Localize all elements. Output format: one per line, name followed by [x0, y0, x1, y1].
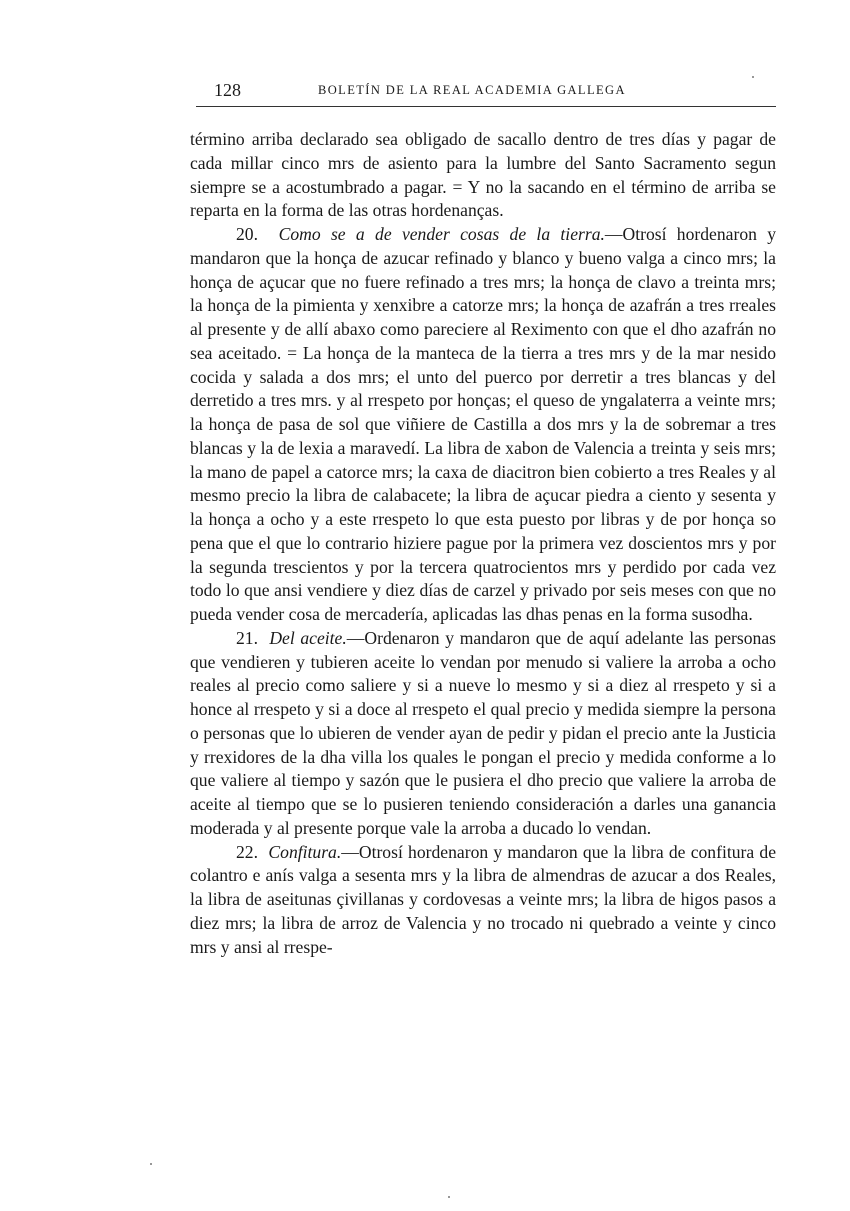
paragraph-title: Del aceite. [269, 627, 347, 648]
paragraph-text: —Otrosí hordenaron y mandaron que la honça de azucar refinado y blanco y bueno valga a cinco mrs; la honça de açucar que no fuere refinado a tres mrs; la honça de clavo a treinta mrs; la honça de la pimienta y xenxibre a catorze mrs; la honça de azafrán a tres rreales al presente y de allí abaxo como pareciere al Reximento con que el dho azafrán no sea aceitado. = La honça de la manteca de la tierra a tres mrs y de la mar nesido cocida y salada a dos mrs; el unto del puerco por derretir a tres blancas y del derretido a tres mrs. y al rrespeto por honças; el queso de yngalaterra a veinte mrs; la honça de pasa de sol que viñiere de Castilla a dos mrs y la de sobremar a tres blancas y la de lexia a maravedí. La libra de xabon de Valencia a treinta y seis mrs; la mano de papel a catorce mrs; la caxa de diacitron bien cobierto a tres Reales y al mesmo precio la libra de calabacete; la libra de açucar piedra a ciento y sesenta y la honça a ocho y a este rrespeto lo que esta puesto por libras y de por honça so pena que el que lo contrario hiziere pague por la primera vez doscientos mrs y por la segunda trescientos y por la tercera quatrocientos mrs y perdido por cada vez todo lo que ansi vendiere y diez días de carzel y privado por seis meses con que no pueda vender cosa de mercadería, aplicadas las dhas penas en la forma susodha. [190, 224, 777, 624]
paragraph-continuation [190, 128, 776, 223]
paragraph-number: 21. [236, 627, 258, 648]
paragraph-title: Como se a de vender cosas de la tierra. [278, 224, 605, 244]
scan-speck [150, 1163, 152, 1165]
paragraph-21 [190, 627, 776, 841]
paragraph-20 [190, 223, 776, 627]
page-header [188, 80, 776, 104]
page-number: 128 [214, 80, 241, 100]
paragraph-text: término arriba declarado sea obligado de sacallo dentro de tres días y pagar de cada millar cinco mrs de asiento para la lumbre del Santo Sacramento segun siempre se a acostumbrado a pagar. = Y no la sacando en el término de arriba se reparta en la forma de las otras hordenanças. [190, 129, 776, 221]
header-rule [196, 106, 776, 107]
scan-speck [448, 1196, 450, 1198]
paragraph-title: Confitura. [268, 841, 342, 862]
paragraph-number: 20. [236, 224, 258, 244]
body-text [190, 128, 776, 959]
paragraph-number: 22. [236, 841, 258, 862]
paragraph-text: —Otrosí hordenaron y mandaron que la libra de confitura de colantro e anís valga a sesenta mrs y la libra de almendras de azucar a dos Reales, la libra de aseitunas çivillanas y cordovesas a veinte mrs; la libra de higos pasos a diez mrs; la libra de arroz de Valencia y no trocado ni quebrado a veinte y cinco mrs y ansi al rrespe- [190, 841, 777, 957]
paragraph-22 [190, 841, 776, 960]
paragraph-text: —Ordenaron y mandaron que de aquí adelante las personas que vendieren y tubieren aceite lo vendan por menudo si valiere la arroba a ocho reales al precio como saliere y si a nueve lo mesmo y si a diez al rrespeto y si a honce al rrespeto y si a doce al rrespeto el qual precio y medida siempre la persona o personas que lo ubieren de vender ayan de pedir y pidan el precio ante la Justicia y rrexidores de la dha villa los quales le pongan el precio y medida conforme a lo que valiere al tiempo y sazón que le pusiera el dho precio que valiere la arroba de aceite al tiempo que se lo pusieren teniendo consideración a darles una ganancia moderada y al presente porque vale la arroba a ducado lo vendan. [190, 627, 777, 838]
running-title: BOLETÍN DE LA REAL ACADEMIA GALLEGA [318, 83, 626, 97]
scan-speck [752, 76, 754, 78]
